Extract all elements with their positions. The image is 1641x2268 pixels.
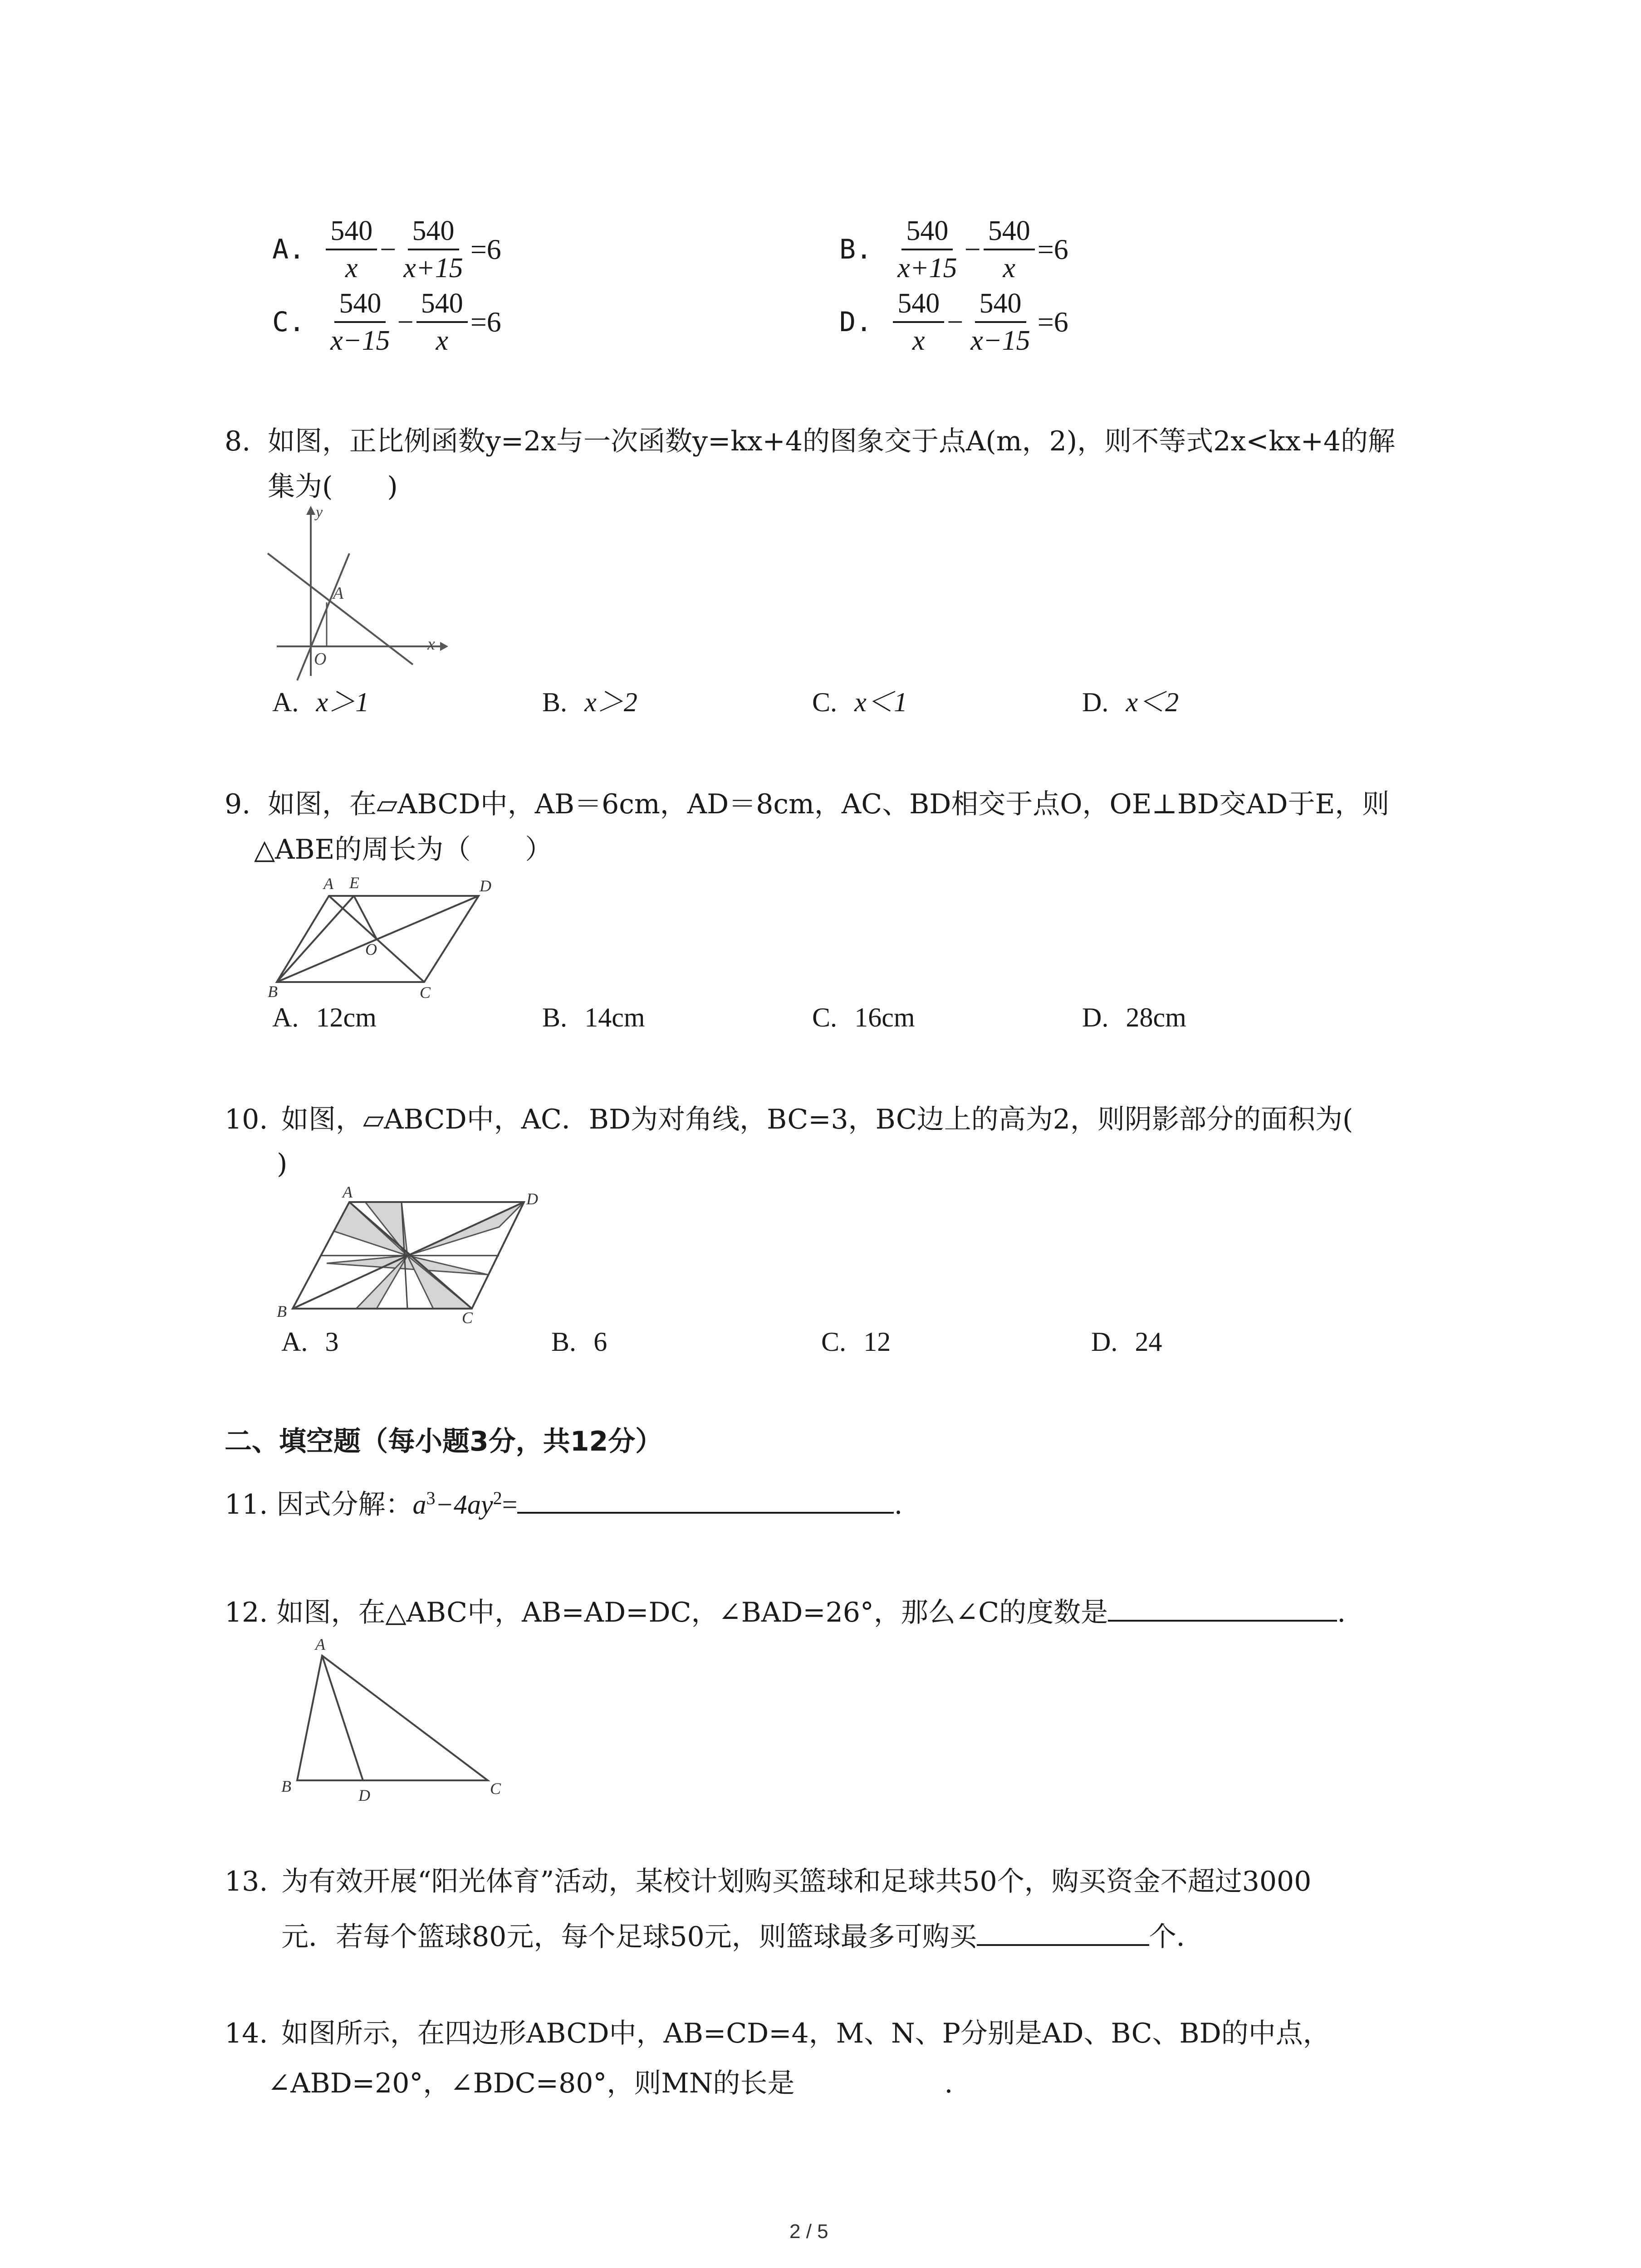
q12-figure bbox=[272, 1631, 508, 1821]
q7-option-a bbox=[272, 213, 501, 286]
option-text: x＜2 bbox=[1126, 687, 1179, 717]
option-label: B. bbox=[542, 687, 568, 717]
x-axis-arrow bbox=[440, 642, 448, 651]
label-a: A bbox=[343, 1183, 353, 1201]
numerator: 540 bbox=[901, 213, 953, 250]
q8-figure bbox=[259, 503, 449, 685]
option-text: 24 bbox=[1135, 1327, 1162, 1357]
denominator: x+15 bbox=[403, 253, 463, 284]
option-text: 3 bbox=[325, 1327, 339, 1357]
option-label: B. bbox=[551, 1327, 577, 1357]
label-b: B bbox=[277, 1302, 287, 1320]
q8-option-d bbox=[1082, 685, 1179, 719]
segment-ad bbox=[322, 1656, 363, 1780]
q7-option-d bbox=[839, 286, 1068, 358]
label-a: A bbox=[333, 584, 344, 603]
denominator: x−15 bbox=[330, 325, 390, 356]
segment-oe bbox=[354, 896, 377, 939]
label-d: D bbox=[526, 1190, 538, 1208]
label-d: D bbox=[358, 1786, 370, 1804]
option-label: B. bbox=[542, 1002, 568, 1032]
option-label: C. bbox=[272, 306, 305, 338]
fraction bbox=[399, 213, 467, 286]
denominator: x bbox=[912, 325, 925, 356]
triangle-abc bbox=[297, 1656, 488, 1780]
q13-line2 bbox=[281, 1919, 1204, 1954]
denominator: x bbox=[436, 325, 448, 356]
q13-number: 13. bbox=[225, 1866, 268, 1897]
option-text: x＞2 bbox=[584, 687, 637, 717]
label-b: B bbox=[281, 1777, 291, 1795]
q12-text: 如图，在△ABC中，AB=AD=DC，∠BAD=26°，那么∠C的度数是 bbox=[276, 1597, 1108, 1628]
minus-sign: − bbox=[380, 233, 397, 265]
q10-option-a bbox=[281, 1325, 339, 1359]
fraction bbox=[966, 286, 1034, 358]
option-label: C. bbox=[812, 1002, 838, 1032]
q12-number: 12. bbox=[225, 1597, 268, 1628]
q11-equals: = bbox=[502, 1490, 518, 1520]
q8-option-b bbox=[542, 685, 637, 719]
option-text: 28cm bbox=[1126, 1002, 1186, 1032]
numerator: 540 bbox=[416, 286, 468, 323]
option-label: C. bbox=[821, 1327, 847, 1357]
fraction bbox=[416, 286, 468, 358]
label-c: C bbox=[462, 1309, 473, 1327]
label-c: C bbox=[420, 983, 431, 1002]
label-origin: O bbox=[314, 650, 327, 669]
q9-option-c bbox=[812, 1000, 915, 1035]
q10-option-c bbox=[821, 1325, 891, 1359]
q11-prefix: 因式分解： bbox=[276, 1489, 413, 1520]
fraction bbox=[326, 213, 377, 286]
q11-exponent: 2 bbox=[493, 1488, 502, 1508]
label-o: O bbox=[365, 940, 377, 958]
label-c: C bbox=[490, 1779, 501, 1798]
q7-option-b bbox=[839, 213, 1068, 286]
option-label: D. bbox=[1082, 687, 1109, 717]
q9-option-a bbox=[272, 1000, 377, 1035]
q8-option-c bbox=[812, 685, 907, 719]
page-number: 2 / 5 bbox=[789, 2220, 828, 2243]
fraction bbox=[984, 213, 1035, 286]
label-a: A bbox=[315, 1635, 325, 1653]
numerator: 540 bbox=[893, 286, 944, 323]
section-heading: 二、填空题（每小题3分，共12分） bbox=[225, 1426, 663, 1457]
q11-end: . bbox=[894, 1489, 903, 1520]
fraction bbox=[893, 213, 961, 286]
q9-option-d bbox=[1082, 1000, 1186, 1035]
denominator: x+15 bbox=[897, 253, 957, 284]
q10-option-d bbox=[1091, 1325, 1162, 1359]
equation-rhs: =6 bbox=[1037, 306, 1068, 338]
fraction bbox=[893, 286, 944, 358]
option-text: 16cm bbox=[854, 1002, 915, 1032]
q9-question-line1: 如图，在▱ABCD中，AB＝6cm，AD＝8cm，AC、BD相交于点O，OE⊥BD交AD于E，则 bbox=[268, 788, 1390, 820]
line-y-kx-4 bbox=[268, 553, 413, 665]
numerator: 540 bbox=[326, 213, 377, 250]
option-text: x＞1 bbox=[316, 687, 369, 717]
option-label: A. bbox=[281, 1327, 308, 1357]
option-label: B. bbox=[839, 234, 872, 265]
q9-number: 9. bbox=[225, 788, 251, 820]
segment-be bbox=[277, 896, 354, 982]
option-label: D. bbox=[1082, 1002, 1109, 1032]
answer-blank[interactable] bbox=[1108, 1594, 1337, 1622]
q10-question-line2: ) bbox=[277, 1148, 288, 1180]
y-axis-arrow bbox=[306, 506, 315, 515]
label-a: A bbox=[323, 875, 333, 893]
q7-option-c bbox=[272, 286, 501, 358]
q11-var-a: a bbox=[412, 1490, 426, 1520]
label-x: x bbox=[427, 635, 435, 654]
option-label: A. bbox=[272, 234, 305, 265]
option-label: D. bbox=[1091, 1327, 1118, 1357]
q9-question-line2: △ABE的周长为（ ） bbox=[254, 834, 553, 865]
q8-question-line2: 集为( ) bbox=[268, 471, 398, 503]
label-y: y bbox=[316, 504, 323, 521]
answer-blank[interactable] bbox=[977, 1919, 1149, 1946]
equation-rhs: =6 bbox=[470, 233, 501, 265]
option-text: 14cm bbox=[584, 1002, 645, 1032]
q10-question-line1: 如图，▱ABCD中，AC．BD为对角线，BC=3，BC边上的高为2，则阴影部分的面积为( bbox=[281, 1104, 1353, 1135]
q14-question-line2: ∠ABD=20°，∠BDC=80°，则MN的长是 bbox=[268, 2068, 795, 2099]
numerator: 540 bbox=[984, 213, 1035, 250]
equation-rhs: =6 bbox=[470, 306, 501, 338]
q14-question-line1: 如图所示，在四边形ABCD中，AB=CD=4，M、N、P分别是AD、BC、BD的中点， bbox=[281, 2018, 1330, 2049]
fraction bbox=[326, 286, 394, 358]
q14-line2 bbox=[268, 2066, 953, 2101]
q11-exponent: 3 bbox=[426, 1488, 436, 1508]
q8-question-line1: 如图，正比例函数y=2x与一次函数y=kx+4的图象交于点A(m，2)，则不等式2x<kx+4的解 bbox=[268, 425, 1396, 457]
q11-number: 11. bbox=[225, 1489, 268, 1520]
minus-sign: − bbox=[397, 306, 414, 338]
q10-number: 10. bbox=[225, 1104, 268, 1135]
denominator: x bbox=[345, 253, 358, 284]
diagonal-bd bbox=[277, 896, 479, 982]
option-text: x＜1 bbox=[854, 687, 907, 717]
q12 bbox=[225, 1594, 1346, 1630]
denominator: x−15 bbox=[970, 325, 1030, 356]
q11-term: −4ay bbox=[435, 1490, 493, 1520]
q13-end: 个． bbox=[1149, 1921, 1204, 1953]
option-label: A. bbox=[272, 687, 299, 717]
q8-option-a bbox=[272, 685, 369, 719]
numerator: 540 bbox=[408, 213, 459, 250]
answer-blank[interactable] bbox=[517, 1486, 894, 1514]
label-d: D bbox=[480, 877, 491, 895]
equation-rhs: =6 bbox=[1037, 233, 1068, 265]
q10-figure bbox=[272, 1182, 544, 1331]
q9-figure bbox=[265, 871, 510, 1002]
option-label: A. bbox=[272, 1002, 299, 1032]
minus-sign: − bbox=[947, 306, 964, 338]
option-label: D. bbox=[839, 306, 872, 338]
numerator: 540 bbox=[334, 286, 386, 323]
denominator: x bbox=[1003, 253, 1015, 284]
q12-end: . bbox=[1337, 1597, 1346, 1628]
q11 bbox=[225, 1481, 903, 1522]
q8-number: 8. bbox=[225, 425, 251, 457]
q13-question-line1: 为有效开展“阳光体育”活动，某校计划购买篮球和足球共50个，购买资金不超过3000 bbox=[281, 1866, 1312, 1897]
option-text: 6 bbox=[593, 1327, 607, 1357]
q14-end: . bbox=[944, 2068, 953, 2099]
q10-option-b bbox=[551, 1325, 607, 1359]
q13-question-line2: 元．若每个篮球80元，每个足球50元，则篮球最多可购买 bbox=[281, 1921, 977, 1953]
option-text: 12 bbox=[863, 1327, 891, 1357]
option-label: C. bbox=[812, 687, 838, 717]
minus-sign: − bbox=[964, 233, 981, 265]
shaded-region bbox=[327, 1256, 488, 1275]
q14-number: 14. bbox=[225, 2018, 268, 2049]
q9-option-b bbox=[542, 1000, 645, 1035]
numerator: 540 bbox=[975, 286, 1026, 323]
label-e: E bbox=[349, 874, 359, 892]
option-text: 12cm bbox=[316, 1002, 377, 1032]
label-b: B bbox=[268, 982, 278, 1001]
